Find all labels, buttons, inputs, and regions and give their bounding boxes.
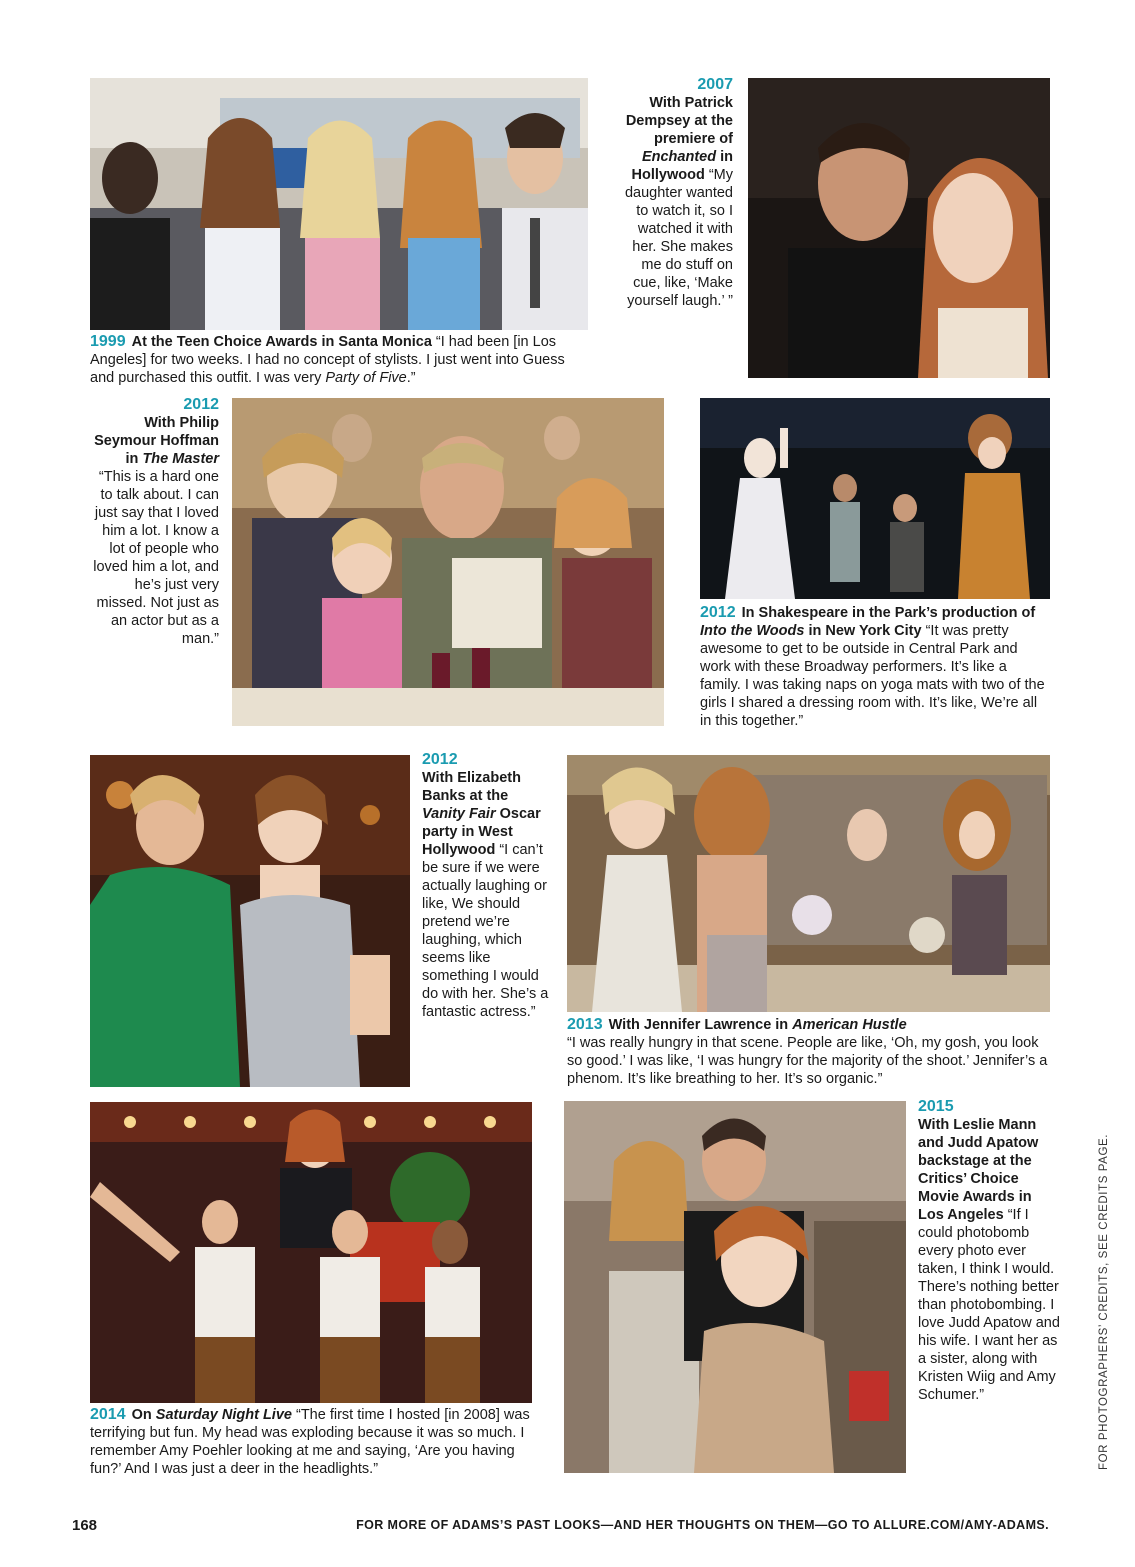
caption-lead: At the Teen Choice Awards in Santa Monica bbox=[131, 334, 432, 350]
caption-title: Enchanted bbox=[641, 149, 717, 165]
caption-year: 2012 bbox=[422, 751, 458, 768]
photo-elizabeth-banks-2012 bbox=[90, 755, 410, 1087]
caption-quote: “The first time I hosted [in 2008] was terrifying but fun. My head was exploding because it was so much. I remember Amy Poehler looking at me and saying, ‘Are you having fun?’ And I was just a deer in the headlights.” bbox=[90, 1407, 530, 1477]
caption-quote-end: .” bbox=[406, 370, 416, 386]
caption-quote: “It was pretty awesome to get to be outside in Central Park and work with these Broadway performers. It’s like a family. I was taking naps on yoga mats with two of the girls I shared a dressing room with. It’s like, We’re all in this together.” bbox=[700, 623, 1045, 729]
photo-into-the-woods-2012 bbox=[700, 398, 1050, 599]
caption-2013 bbox=[567, 1016, 1050, 1088]
caption-lead: With Leslie Mann and Judd Apatow backstage at the Critics’ Choice Movie Awards in Los Angeles bbox=[918, 1117, 1039, 1223]
caption-year: 2007 bbox=[697, 76, 733, 93]
caption-lead: With Elizabeth Banks at the bbox=[422, 770, 521, 804]
caption-year: 2012 bbox=[183, 396, 219, 413]
caption-2014 bbox=[90, 1406, 532, 1478]
caption-year: 2013 bbox=[567, 1016, 603, 1033]
caption-title: Saturday Night Live bbox=[155, 1407, 292, 1423]
caption-title: Into the Woods bbox=[700, 623, 805, 639]
caption-quote: “This is a hard one to talk about. I can just say that I loved him a lot. I know a lot of people who loved him a lot, and he’s just very missed. Not just as an actor but as a man.” bbox=[93, 469, 219, 647]
caption-lead-end: Oscar party in West Hollywood bbox=[422, 806, 541, 858]
caption-quote: “I was really hungry in that scene. People are like, ‘Oh, my gosh, you look so good.’ I was like, ‘I was hungry for the majority of the shoot.’ Jennifer’s a phenom. It’s like breathing to her. It’s so organic.” bbox=[567, 1035, 1048, 1087]
caption-2012-into-the-woods bbox=[700, 604, 1050, 730]
photo-credits-text: FOR PHOTOGRAPHERS’ CREDITS, SEE CREDITS PAGE. bbox=[1098, 1133, 1110, 1470]
caption-title: Party of Five bbox=[325, 370, 407, 386]
caption-2007 bbox=[620, 76, 733, 310]
caption-lead: On bbox=[131, 1407, 156, 1423]
caption-lead: With Jennifer Lawrence in bbox=[608, 1017, 793, 1033]
caption-2015 bbox=[918, 1098, 1060, 1404]
page-number: 168 bbox=[72, 1517, 98, 1534]
caption-1999 bbox=[90, 333, 590, 387]
footer-link-text: FOR MORE OF ADAMS’S PAST LOOKS—AND HER THOUGHTS ON THEM—GO TO ALLURE.COM/AMY-ADAMS. bbox=[356, 1518, 1049, 1532]
photo-the-master-2012 bbox=[232, 398, 664, 726]
caption-quote: “If I could photobomb every photo ever taken, I think I would. There’s nothing better than photobombing. I love Judd Apatow and his wife. I want her as a sister, along with Kristen Wiig and Amy Schumer.” bbox=[918, 1207, 1060, 1403]
caption-lead-end: in Hollywood bbox=[631, 149, 733, 183]
photo-critics-choice-2015 bbox=[564, 1101, 906, 1473]
caption-year: 2015 bbox=[918, 1098, 954, 1115]
caption-year: 2014 bbox=[90, 1406, 126, 1423]
caption-title: Vanity Fair bbox=[422, 806, 496, 822]
caption-lead-end: in New York City bbox=[804, 623, 922, 639]
photo-patrick-dempsey-2007 bbox=[748, 78, 1050, 378]
caption-quote: “My daughter wanted to watch it, so I watched it with her. She makes me do stuff on cue, like, ‘Make yourself laugh.’ ” bbox=[624, 167, 733, 309]
caption-2012-elizabeth-banks bbox=[422, 751, 552, 1021]
caption-year: 2012 bbox=[700, 604, 736, 621]
caption-title: The Master bbox=[142, 451, 219, 467]
caption-title: American Hustle bbox=[792, 1017, 907, 1033]
caption-lead: In Shakespeare in the Park’s production of bbox=[741, 605, 1036, 621]
caption-quote: “I can’t be sure if we were actually laughing or like, We should pretend we’re laughing, which seems like something I would do with her. She’s a fantastic actress.” bbox=[422, 842, 549, 1020]
caption-lead: With Philip Seymour Hoffman in bbox=[94, 415, 219, 467]
caption-lead: With Patrick Dempsey at the premiere of bbox=[625, 95, 733, 147]
photo-american-hustle-2013 bbox=[567, 755, 1050, 1012]
caption-year: 1999 bbox=[90, 333, 126, 350]
photo-teen-choice-1999 bbox=[90, 78, 588, 330]
caption-quote: “I had been [in Los Angeles] for two weeks. I had no concept of stylists. I just went into Guess and purchased this outfit. I was very bbox=[90, 334, 565, 386]
caption-2012-the-master bbox=[90, 396, 219, 648]
photo-saturday-night-live-2014 bbox=[90, 1102, 532, 1403]
